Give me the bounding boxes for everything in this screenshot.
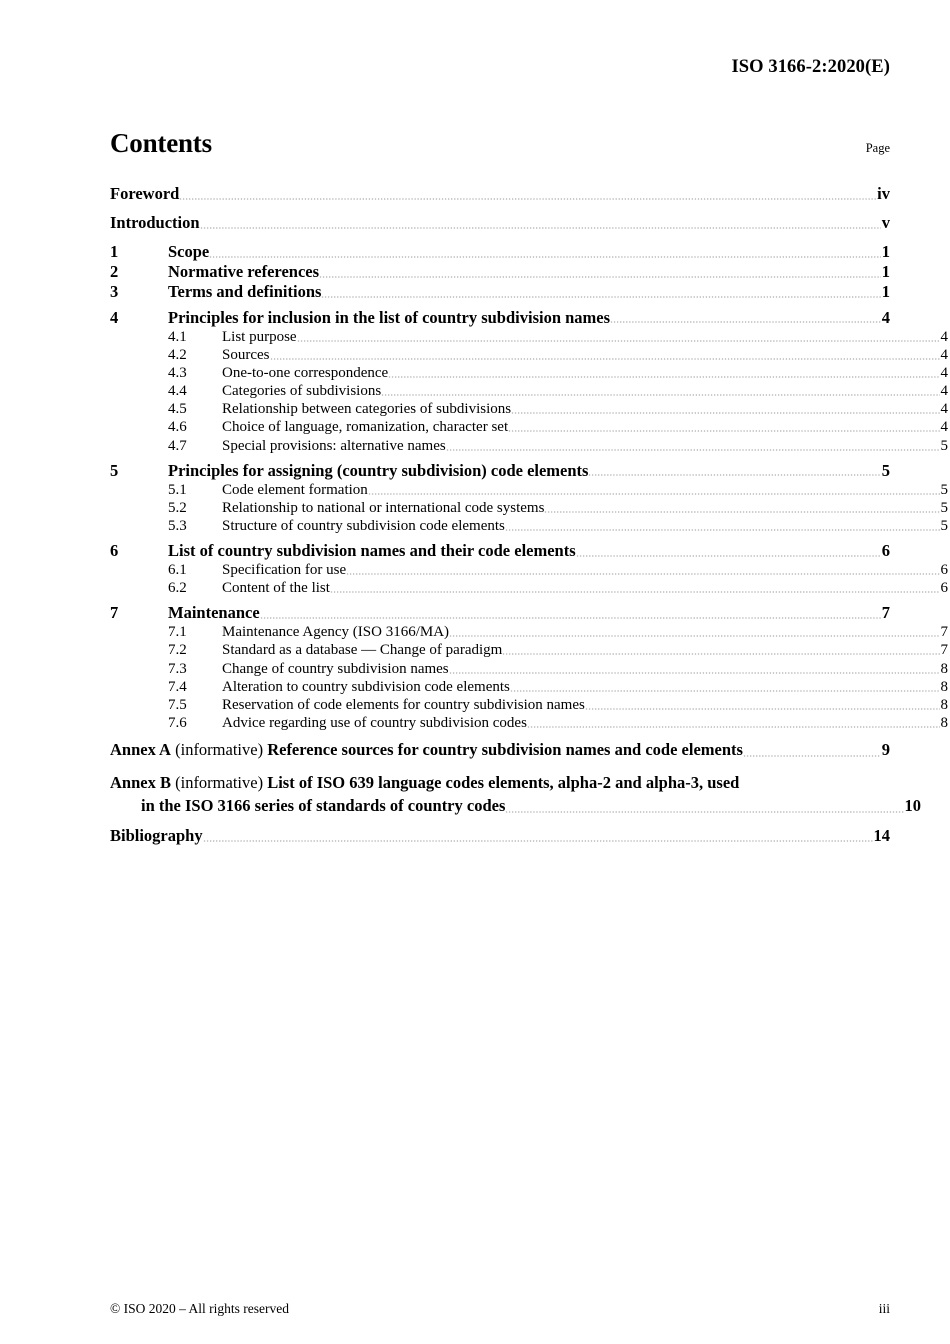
toc-title: Reservation of code elements for country subdivision names (222, 696, 585, 713)
document-footer (110, 1301, 890, 1317)
toc-title: Alteration to country subdivision code elements (222, 678, 510, 695)
toc-title: Principles for inclusion in the list of country subdivision names (168, 307, 611, 327)
toc-clause-number: 2 (110, 262, 119, 281)
toc-entry-foreword[interactable] (110, 186, 890, 203)
toc-page-number: 7 (881, 603, 890, 623)
toc-page-number: 8 (940, 678, 948, 695)
toc-page-number: 8 (940, 696, 948, 713)
toc-clause-number: 4.3 (168, 364, 187, 381)
toc-page-number: 6 (940, 562, 948, 578)
dot-leader (321, 284, 880, 301)
toc-clause-number: 6.2 (168, 580, 187, 597)
dot-leader (508, 420, 939, 435)
dot-leader (330, 581, 940, 596)
toc-title: Introduction (110, 213, 200, 232)
dot-leader (544, 501, 939, 516)
toc-page-number: 4 (940, 401, 948, 418)
toc-page-number: 7 (940, 624, 948, 641)
toc-clause-number: 6.1 (168, 562, 187, 578)
toc-page-number: 5 (940, 481, 948, 498)
toc-title: One-to-one correspondence (222, 364, 389, 381)
toc-entry-subclause-4-5[interactable] (110, 402, 948, 417)
toc-page-number: 5 (881, 460, 890, 480)
page-title: Contents (110, 128, 212, 158)
toc-clause-number: 7.3 (168, 660, 187, 677)
toc-page-number: 1 (881, 282, 890, 301)
toc-entry-clause-7[interactable] (110, 605, 890, 622)
dot-leader (576, 543, 881, 560)
toc-page-number: 7 (940, 642, 948, 659)
dot-leader (610, 310, 881, 327)
toc-page-number: 14 (873, 826, 890, 846)
toc-page-number: 6 (940, 580, 948, 597)
toc-page-number: iv (877, 184, 890, 203)
toc-entry-subclause-7-2[interactable] (110, 643, 948, 658)
toc-title: Relationship to national or international code systems (222, 499, 545, 516)
toc-page-number: 4 (940, 383, 948, 400)
annex-title: List of ISO 639 language codes elements, alpha-2 and alpha-3, used (267, 772, 740, 792)
toc-clause-number: 5.3 (168, 518, 187, 534)
toc-page-number: 4 (940, 328, 948, 345)
dot-leader (270, 348, 940, 363)
table-of-contents (110, 184, 948, 857)
page-column-header: Page (865, 141, 890, 155)
annex-title: Reference sources for country subdivision names and code elements (267, 740, 743, 760)
toc-entry-bibliography[interactable] (110, 828, 890, 845)
toc-page-number: 4 (940, 419, 948, 436)
toc-title: Categories of subdivisions (222, 383, 382, 400)
dot-leader (179, 186, 876, 203)
annex-label: Annex A (110, 740, 171, 760)
toc-clause-number: 4.1 (168, 328, 187, 345)
dot-leader (505, 519, 940, 534)
toc-title: Standard as a database — Change of paradigm (222, 642, 503, 659)
toc-clause-number: 7.4 (168, 678, 187, 695)
dot-leader (388, 366, 939, 381)
toc-clause-number: 7.6 (168, 715, 187, 732)
toc-entry-clause-1[interactable] (110, 244, 890, 261)
toc-title: Maintenance (168, 603, 260, 623)
toc-page-number: 4 (940, 364, 948, 381)
toc-page-number: 10 (904, 795, 921, 815)
dot-leader (511, 402, 939, 417)
contents-heading-row (110, 128, 890, 159)
toc-entry-introduction[interactable] (110, 215, 890, 232)
dot-leader (449, 662, 940, 677)
dot-leader (588, 463, 880, 480)
dot-leader (203, 828, 873, 845)
dot-leader (209, 244, 881, 261)
dot-leader (368, 483, 940, 498)
toc-entry-subclause-5-2[interactable] (110, 501, 948, 516)
toc-entry-subclause-4-6[interactable] (110, 420, 948, 435)
toc-title: Advice regarding use of country subdivision codes (222, 715, 527, 732)
annex-label: Annex B (110, 772, 171, 792)
toc-title: Maintenance Agency (ISO 3166/MA) (222, 624, 450, 641)
dot-leader (510, 680, 940, 695)
dot-leader (505, 799, 903, 816)
footer-page-number: iii (878, 1301, 890, 1316)
document-header (110, 57, 890, 78)
toc-title: Code element formation (222, 481, 368, 498)
toc-title: List purpose (222, 328, 297, 345)
toc-clause-number: 6 (110, 541, 119, 560)
toc-entry-subclause-7-1[interactable] (110, 625, 948, 640)
toc-entry-subclause-4-3[interactable] (110, 366, 948, 381)
toc-title: Sources (222, 346, 270, 363)
toc-entry-subclause-7-5[interactable] (110, 698, 948, 713)
toc-title: Specification for use (222, 562, 347, 578)
toc-page-number: 9 (881, 740, 890, 760)
dot-leader (449, 625, 939, 640)
toc-page-number: 8 (940, 715, 948, 732)
annex-title-continued: in the ISO 3166 series of standards of country codes (141, 795, 506, 815)
dot-leader (319, 264, 881, 281)
toc-clause-number: 7 (110, 603, 119, 623)
toc-entry-clause-2[interactable] (110, 264, 890, 281)
toc-page-number: 1 (881, 262, 890, 281)
toc-page-number: 1 (881, 242, 890, 261)
toc-title: Principles for assigning (country subdivision) code elements (168, 460, 589, 480)
toc-clause-number: 3 (110, 282, 119, 301)
annex-qualifier: (informative) (175, 772, 264, 792)
toc-page-number: 5 (940, 499, 948, 516)
toc-clause-number: 4.5 (168, 401, 187, 418)
toc-page-number: 8 (940, 660, 948, 677)
annex-qualifier: (informative) (175, 740, 264, 760)
dot-leader (346, 563, 939, 578)
toc-clause-number: 5.2 (168, 499, 187, 516)
dot-leader (502, 643, 939, 658)
copyright-notice: © ISO 2020 – All rights reserved (110, 1301, 289, 1316)
toc-entry-clause-4[interactable] (110, 307, 890, 327)
dot-leader (585, 698, 940, 713)
toc-title: Structure of country subdivision code elements (222, 518, 505, 534)
toc-clause-number: 4.7 (168, 437, 187, 454)
toc-page-number: 4 (940, 346, 948, 363)
toc-clause-number: 7.2 (168, 642, 187, 659)
toc-title: Special provisions: alternative names (222, 437, 446, 454)
toc-title: Foreword (110, 184, 180, 203)
toc-entry-subclause-7-4[interactable] (110, 680, 948, 695)
toc-entry-subclause-4-4[interactable] (110, 384, 948, 399)
toc-clause-number: 5.1 (168, 481, 187, 498)
toc-clause-number: 5 (110, 460, 119, 480)
dot-leader (527, 716, 940, 731)
toc-entry-clause-3[interactable] (110, 284, 890, 301)
toc-page-number: 4 (881, 307, 890, 327)
toc-entry-clause-6[interactable] (110, 543, 890, 560)
toc-entry-clause-5[interactable] (110, 460, 890, 480)
toc-clause-number: 4.6 (168, 419, 187, 436)
toc-title: Normative references (168, 262, 320, 281)
toc-entry-annex-a[interactable] (110, 740, 890, 760)
dot-leader (446, 439, 940, 454)
toc-entry-subclause-7-6[interactable] (110, 716, 948, 731)
toc-entry-subclause-4-1[interactable] (110, 330, 948, 345)
toc-title: Relationship between categories of subdivisions (222, 401, 512, 418)
dot-leader (297, 330, 940, 345)
toc-page-number: 5 (940, 518, 948, 534)
standard-reference: ISO 3166-2:2020(E) (731, 57, 890, 77)
toc-title: Terms and definitions (168, 282, 322, 301)
toc-clause-number: 4.4 (168, 383, 187, 400)
toc-entry-annex-b[interactable] (110, 772, 921, 816)
toc-clause-number: 4 (110, 307, 119, 327)
toc-title: Bibliography (110, 826, 203, 846)
toc-page-number: v (881, 213, 890, 232)
toc-entry-subclause-4-7[interactable] (110, 439, 948, 454)
toc-title: Choice of language, romanization, character set (222, 419, 509, 436)
toc-clause-number: 4.2 (168, 346, 187, 363)
toc-page-number: 6 (881, 541, 890, 560)
dot-leader (381, 384, 939, 399)
toc-entry-subclause-6-1[interactable] (110, 563, 948, 578)
toc-clause-number: 7.5 (168, 696, 187, 713)
toc-page-number: 5 (940, 437, 948, 454)
toc-entry-subclause-7-3[interactable] (110, 662, 948, 677)
toc-title: List of country subdivision names and their code elements (168, 541, 576, 560)
toc-title: Scope (168, 242, 210, 261)
toc-entry-subclause-4-2[interactable] (110, 348, 948, 363)
toc-entry-subclause-5-3[interactable] (110, 519, 948, 534)
toc-entry-subclause-6-2[interactable] (110, 581, 948, 596)
dot-leader (200, 215, 881, 232)
toc-clause-number: 7.1 (168, 624, 187, 641)
toc-title: Change of country subdivision names (222, 660, 449, 677)
toc-entry-subclause-5-1[interactable] (110, 483, 948, 498)
dot-leader (743, 744, 881, 761)
toc-title: Content of the list (222, 580, 330, 597)
dot-leader (260, 605, 881, 622)
toc-clause-number: 1 (110, 242, 119, 261)
